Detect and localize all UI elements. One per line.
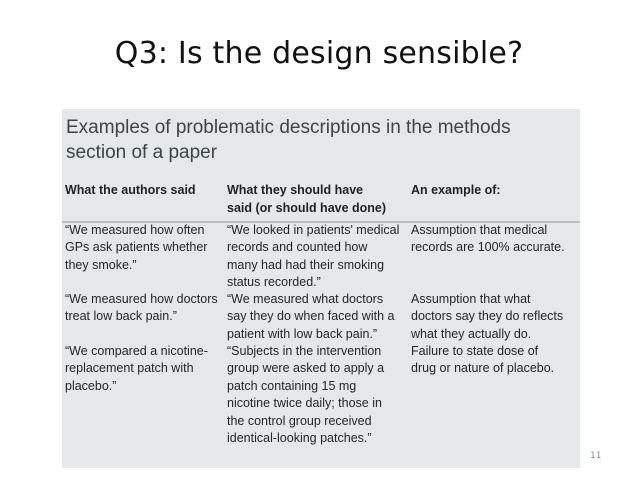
table-cell-said xyxy=(65,343,208,395)
column-header-authors-said xyxy=(65,181,196,199)
cell-line: doctors say they do reflects xyxy=(411,309,564,324)
cell-line: they smoke.” xyxy=(65,257,137,272)
figure-heading xyxy=(66,115,566,165)
cell-line: “Subjects in the intervention xyxy=(227,344,382,358)
cell-line: status recorded.” xyxy=(227,275,321,290)
column-header-line: What they should have xyxy=(227,183,364,197)
cell-line: GPs ask patients whether xyxy=(65,240,208,255)
table-cell-said xyxy=(65,222,207,274)
cell-line: group were asked to apply a xyxy=(227,361,385,376)
column-header-line: said (or should have done) xyxy=(227,201,387,215)
cropped-row-fragment xyxy=(65,461,215,468)
cell-line: nicotine twice daily; those in xyxy=(227,396,382,411)
cell-line: Assumption that medical xyxy=(411,223,548,237)
table-cell-should xyxy=(227,222,399,292)
cell-line: “We measured how doctors xyxy=(65,292,218,306)
cell-line: treat low back pain.” xyxy=(65,309,177,324)
cell-line: patient with low back pain.” xyxy=(227,326,378,341)
cell-line: identical-looking patches.” xyxy=(227,431,372,446)
table-cell-example xyxy=(411,343,554,378)
cell-line: “We looked in patients' medical xyxy=(227,223,400,237)
table-cell-should xyxy=(227,291,394,343)
column-header-line: What the authors said xyxy=(65,183,196,197)
cell-line: replacement patch with xyxy=(65,361,194,376)
page-number: 11 xyxy=(590,451,602,461)
cell-line: drug or nature of placebo. xyxy=(411,361,555,376)
cell-line: “We measured what doctors xyxy=(227,292,384,306)
cell-line: records and counted how xyxy=(227,240,368,255)
figure-heading-line: section of a paper xyxy=(66,142,218,163)
slide-title: Q3: Is the design sensible? xyxy=(114,36,524,71)
column-header-should-have xyxy=(227,181,386,217)
cell-line: records are 100% accurate. xyxy=(411,240,565,255)
cell-line: many had had their smoking xyxy=(227,257,385,272)
table-figure xyxy=(62,109,580,468)
cell-line: Failure to state dose of xyxy=(411,344,539,358)
column-header-example-of xyxy=(411,181,501,199)
cropped-row-fragment xyxy=(227,461,402,468)
table-cell-example xyxy=(411,222,565,257)
cell-line: say they do when faced with a xyxy=(227,309,395,324)
cell-line: placebo.” xyxy=(65,378,117,393)
cell-line: what they actually do. xyxy=(411,326,532,341)
cell-line: “We measured how often xyxy=(65,223,205,237)
cell-line: Assumption that what xyxy=(411,292,531,306)
table-cell-should xyxy=(227,343,384,447)
cropped-text-fragment xyxy=(65,467,215,468)
cropped-text-fragment xyxy=(411,467,576,468)
table-cell-said xyxy=(65,291,218,326)
cell-line: patch containing 15 mg xyxy=(227,378,357,393)
figure-heading-line: Examples of problematic descriptions in the methods xyxy=(66,117,511,138)
cropped-row-fragment xyxy=(411,461,576,468)
cell-line: “We compared a nicotine- xyxy=(65,344,208,358)
table-cell-example xyxy=(411,291,563,343)
column-header-line: An example of: xyxy=(411,183,501,197)
cell-line: the control group received xyxy=(227,413,372,428)
cropped-text-fragment xyxy=(227,467,402,468)
